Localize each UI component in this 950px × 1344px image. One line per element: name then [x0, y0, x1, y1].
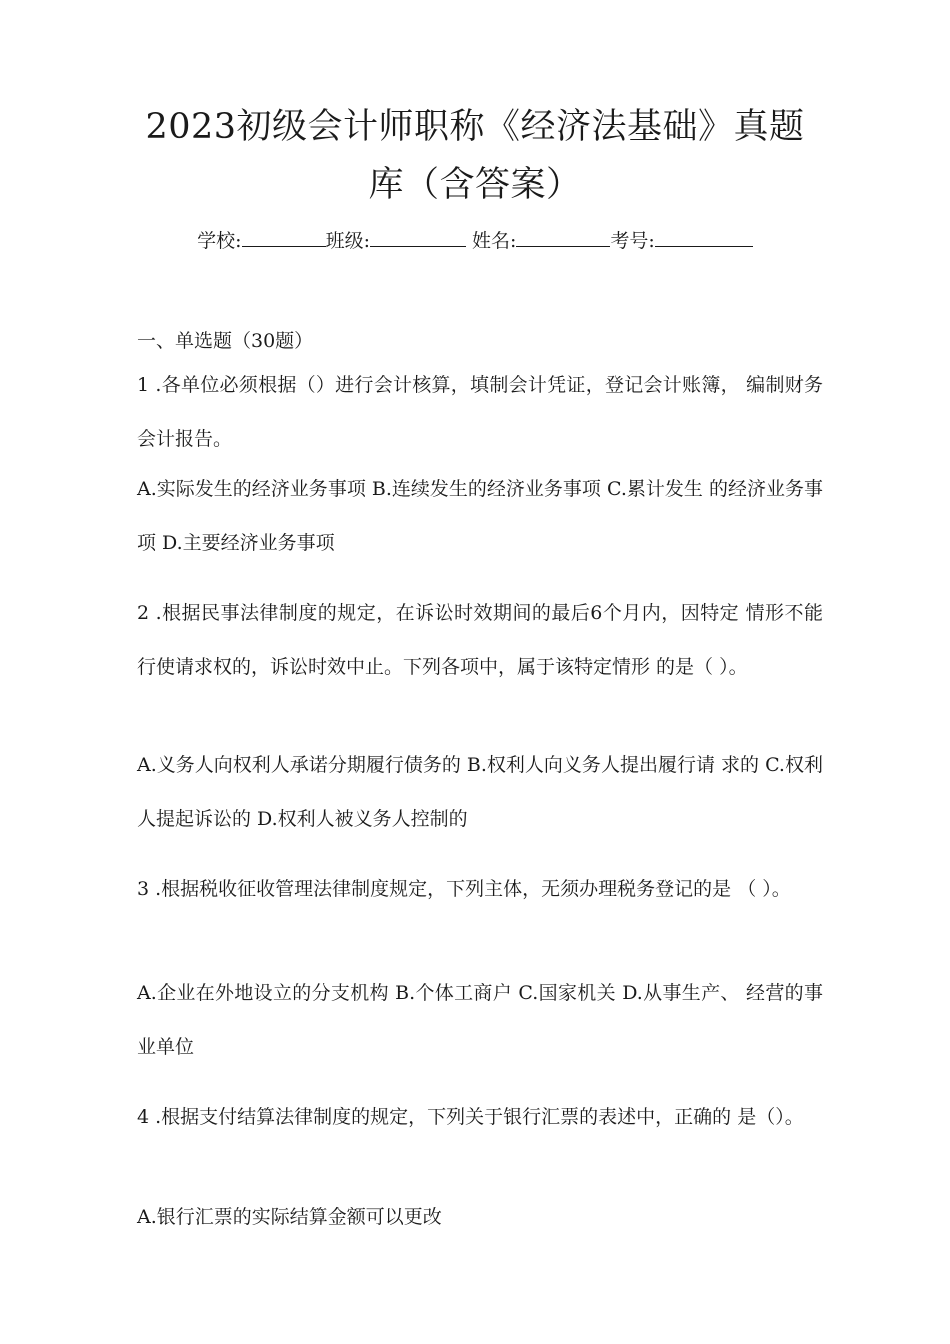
name-label: 姓名:: [472, 230, 517, 252]
exam-number-label: 考号:: [610, 230, 655, 252]
title-line-2: 库（含答案）: [368, 165, 582, 205]
document-title: [100, 98, 850, 214]
name-blank: [516, 226, 610, 247]
question-3-stem: 3 .根据税收征收管理法律制度规定，下列主体，无须办理税务登记的是 （ ）。: [137, 878, 791, 900]
question-1-options: A.实际发生的经济业务事项 B.连续发生的经济业务事项 C.累计发生 的经济业务事项 D.主要经济业务事项: [137, 478, 823, 554]
question-1-stem: 1 .各单位必须根据（）进行会计核算，填制会计凭证，登记会计账簿， 编制财务会计报告。: [137, 374, 823, 450]
school-blank: [242, 226, 326, 247]
school-label: 学校:: [197, 230, 242, 252]
question-2-options: A.义务人向权利人承诺分期履行债务的 B.权利人向义务人提出履行请 求的 C.权利人提起诉讼的 D.权利人被义务人控制的: [137, 754, 823, 830]
student-info-fields: [0, 226, 950, 255]
title-line-1: 2023初级会计师职称《经济法基础》真题: [145, 107, 805, 147]
question-4-stem: 4 .根据支付结算法律制度的规定，下列关于银行汇票的表述中，正确的 是（）。: [137, 1106, 804, 1128]
question-2-stem: 2 .根据民事法律制度的规定，在诉讼时效期间的最后6个月内，因特定 情形不能行使请求权的，诉讼时效中止。下列各项中，属于该特定情形 的是（ ）。: [137, 602, 823, 678]
class-blank: [370, 226, 466, 247]
question-4-options: A.银行汇票的实际结算金额可以更改: [137, 1206, 442, 1228]
exam-number-blank: [655, 226, 753, 247]
question-3-options: A.企业在外地设立的分支机构 B.个体工商户 C.国家机关 D.从事生产、 经营的事业单位: [137, 982, 823, 1058]
section-heading: 一、单选题（30题）: [137, 330, 314, 352]
class-label: 班级:: [325, 230, 370, 252]
